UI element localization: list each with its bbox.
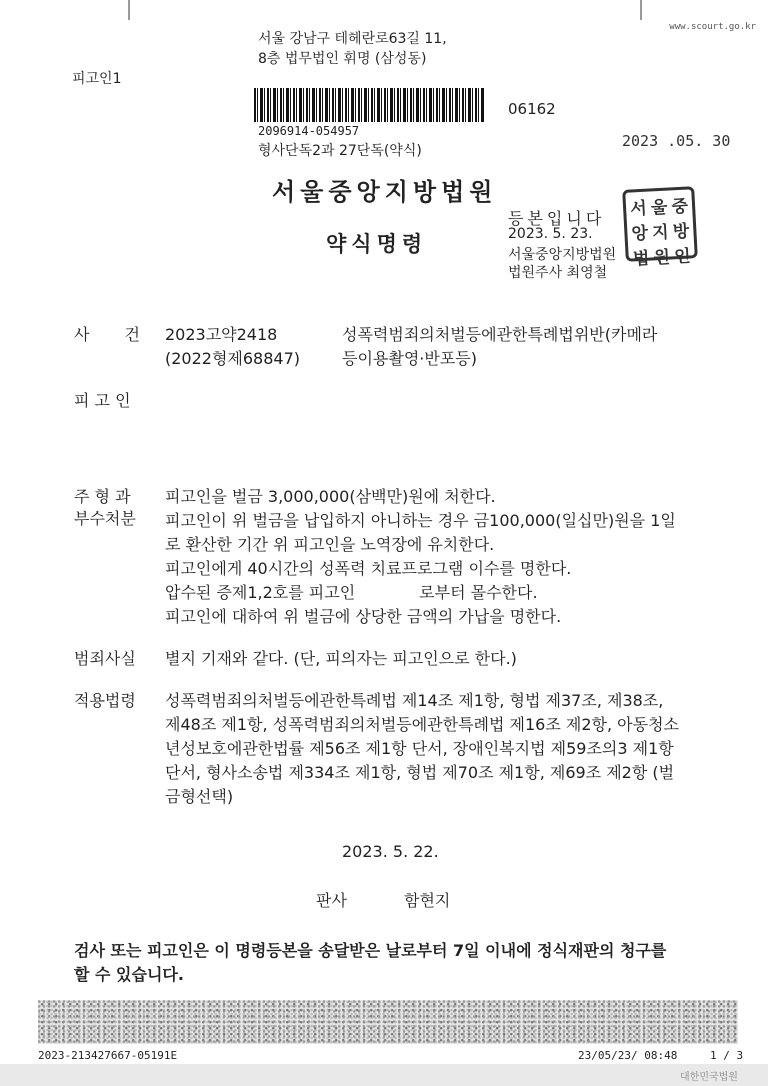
- facts-label: 범죄사실: [74, 649, 136, 668]
- sentence-line: 피고인이 위 벌금을 납입하지 아니하는 경우 금100,000(일십만)원을 1일: [165, 511, 676, 530]
- address-line-1: 서울 강남구 테헤란로63길 11,: [258, 31, 447, 47]
- date-stamp: 2023 .05. 30: [622, 132, 731, 150]
- prior-case-number: (2022형제68847): [165, 349, 301, 368]
- case-number: 2023고약2418: [165, 325, 278, 344]
- judge-title: 판사: [316, 891, 347, 910]
- sentence-line: 로 환산한 기간 위 피고인을 노역장에 유치한다.: [165, 535, 495, 554]
- charge-line-2: 등이용촬영·반포등): [342, 349, 477, 368]
- applicable-law-label: 적용법령: [74, 691, 136, 710]
- document-title: 약식명령: [326, 231, 428, 256]
- sentence-line: 피고인에 대하여 위 벌금에 상당한 금액의 가납을 명한다.: [165, 607, 562, 626]
- certification-date: 2023. 5. 23.: [508, 226, 593, 242]
- case-label: 사 건: [74, 325, 140, 344]
- footer-band: [0, 1064, 768, 1086]
- applicable-law-line: 제48조 제1항, 성폭력범죄의처벌등에관한특례법 제16조 제2항, 아동청소: [165, 715, 679, 734]
- issuer-watermark: 대한민국법원: [680, 1072, 738, 1083]
- sentence-line: 피고인을 벌금 3,000,000(삼백만)원에 처한다.: [165, 487, 496, 506]
- notice-line-2: 할 수 있습니다.: [74, 965, 184, 984]
- print-timestamp: 23/05/23/ 08:48: [578, 1049, 678, 1062]
- page-number: 1 / 3: [710, 1049, 744, 1062]
- site-url: www.scourt.go.kr: [669, 22, 756, 32]
- court-seal: 서 울 중 앙 지 방 법 원 인: [622, 186, 698, 262]
- charge-line-1: 성폭력범죄의처벌등에관한특례법위반(카메라: [342, 325, 658, 344]
- sentence-line: 피고인에게 40시간의 성폭력 치료프로그램 이수를 명한다.: [165, 559, 572, 578]
- sentence-label-1: 주 형 과: [74, 487, 131, 506]
- sentence-line: 압수된 증제1,2호를 피고인 로부터 몰수한다.: [165, 583, 538, 602]
- order-date: 2023. 5. 22.: [342, 842, 439, 861]
- recipient-label: 피고인1: [72, 71, 122, 87]
- judge-name: 함현지: [404, 891, 451, 910]
- barcode-number: 2096914-054957: [258, 124, 360, 138]
- certification-clerk: 법원주사 최영철: [508, 265, 608, 281]
- applicable-law-line: 금형선택): [165, 787, 234, 806]
- applicable-law-line: 단서, 형사소송법 제334조 제1항, 형법 제70조 제1항, 제69조 제2항 (벌: [165, 763, 675, 782]
- court-name: 서울중앙지방법원: [272, 177, 498, 206]
- division: 형사단독2과 27단독(약식): [258, 143, 422, 159]
- postal-code: 06162: [508, 100, 556, 118]
- sentence-label-2: 부수처분: [74, 509, 136, 528]
- notice-line-1: 검사 또는 피고인은 이 명령등본을 송달받은 날로부터 7일 이내에 정식재판의 청구를: [74, 941, 667, 960]
- document-id: 2023-213427667-05191E: [38, 1049, 178, 1062]
- applicable-law-line: 성폭력범죄의처벌등에관한특례법 제14조 제1항, 형법 제37조, 제38조,: [165, 691, 664, 710]
- certification-title: 등본입니다: [508, 209, 606, 228]
- facts-text: 별지 기재와 같다. (단, 피의자는 피고인으로 한다.): [165, 649, 517, 668]
- barcode: [254, 88, 484, 122]
- certification-court: 서울중앙지방법원: [508, 247, 617, 263]
- security-pattern: [38, 1000, 738, 1044]
- applicable-law-line: 년성보호에관한법률 제56조 제1항 단서, 장애인복지법 제59조의3 제1항: [165, 739, 674, 758]
- address-line-2: 8층 법무법인 휘명 (삼성동): [258, 51, 427, 67]
- defendant-label: 피 고 인: [74, 391, 131, 410]
